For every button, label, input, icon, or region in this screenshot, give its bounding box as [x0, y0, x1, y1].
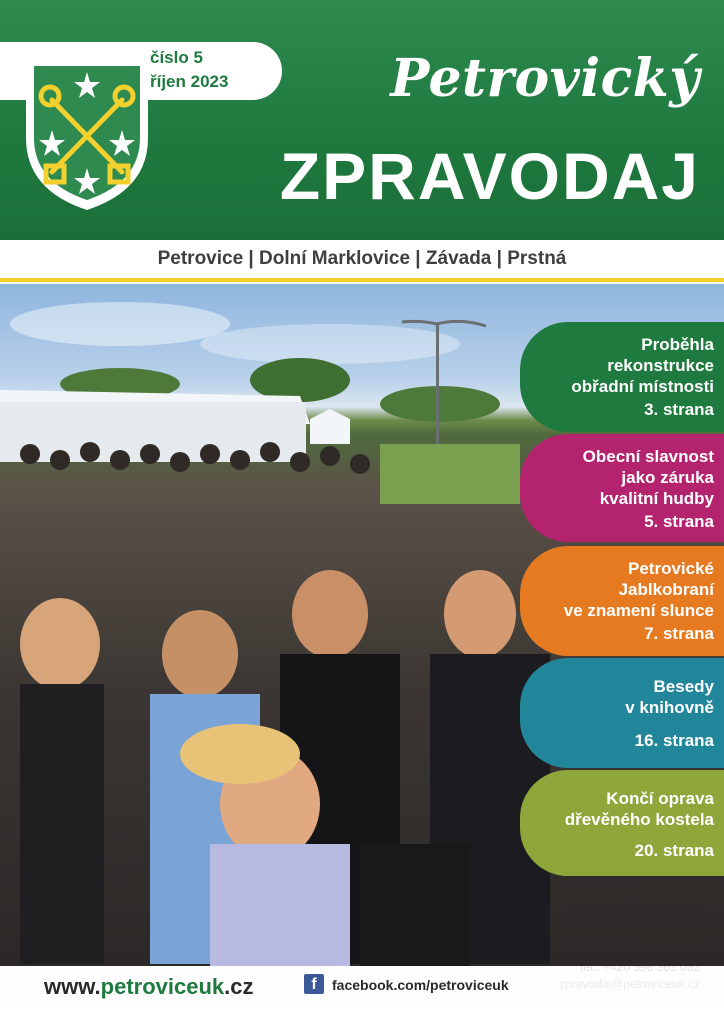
issue-number: číslo 5	[150, 48, 203, 67]
article-page: 5. strana	[644, 512, 714, 531]
article-page: 16. strana	[634, 731, 714, 750]
article-title-line: kvalitní hudby	[599, 489, 714, 508]
title-main: ZPRAVODAJ	[279, 139, 700, 213]
article-title-line: Proběhla	[641, 335, 714, 354]
article-page: 20. strana	[634, 841, 714, 860]
title-script: Petrovický	[390, 48, 700, 109]
article-title-line: Končí oprava	[606, 789, 714, 808]
website-link[interactable]	[44, 974, 254, 1000]
website-suffix: .cz	[224, 974, 254, 999]
coat-of-arms-icon	[18, 50, 156, 216]
article-tab-village-festival[interactable]	[520, 434, 724, 542]
article-tab-wooden-church[interactable]	[520, 770, 724, 876]
facebook-icon: f	[304, 974, 324, 994]
article-title-line: obřadní místnosti	[571, 377, 714, 396]
article-title-line: Obecní slavnost	[582, 447, 714, 466]
villages-bar: Petrovice | Dolní Marklovice | Závada | Prstná	[0, 240, 724, 278]
accent-divider	[0, 278, 724, 282]
article-page: 7. strana	[644, 624, 714, 643]
article-title-line: dřevěného kostela	[564, 810, 714, 829]
issue-date: říjen 2023	[150, 72, 229, 91]
company-id: IČ 002 97 585	[624, 937, 700, 951]
article-title-line: rekonstrukce	[607, 356, 714, 375]
article-title-line: v knihovně	[625, 698, 714, 717]
article-page: 3. strana	[644, 400, 714, 419]
article-tab-ceremony-room[interactable]	[520, 322, 724, 432]
facebook-link[interactable]: facebook.com/petroviceuk	[332, 977, 509, 993]
address-line-1: Petrovice u Karviné 251	[572, 899, 700, 913]
article-tab-library-talks[interactable]	[520, 658, 724, 768]
article-title-line: ve znamení slunce	[563, 601, 714, 620]
article-title-line: Besedy	[653, 677, 714, 696]
article-title-line: jako záruka	[621, 468, 714, 487]
article-title-line: Petrovické	[628, 559, 714, 578]
article-tab-apple-harvest[interactable]	[520, 546, 724, 656]
website-domain: petroviceuk	[100, 974, 225, 999]
article-title-line: Jablkobraní	[618, 580, 714, 599]
website-prefix: www.	[44, 974, 101, 999]
address-line-2: 735 72 Petrovice u Karviné	[555, 916, 700, 930]
